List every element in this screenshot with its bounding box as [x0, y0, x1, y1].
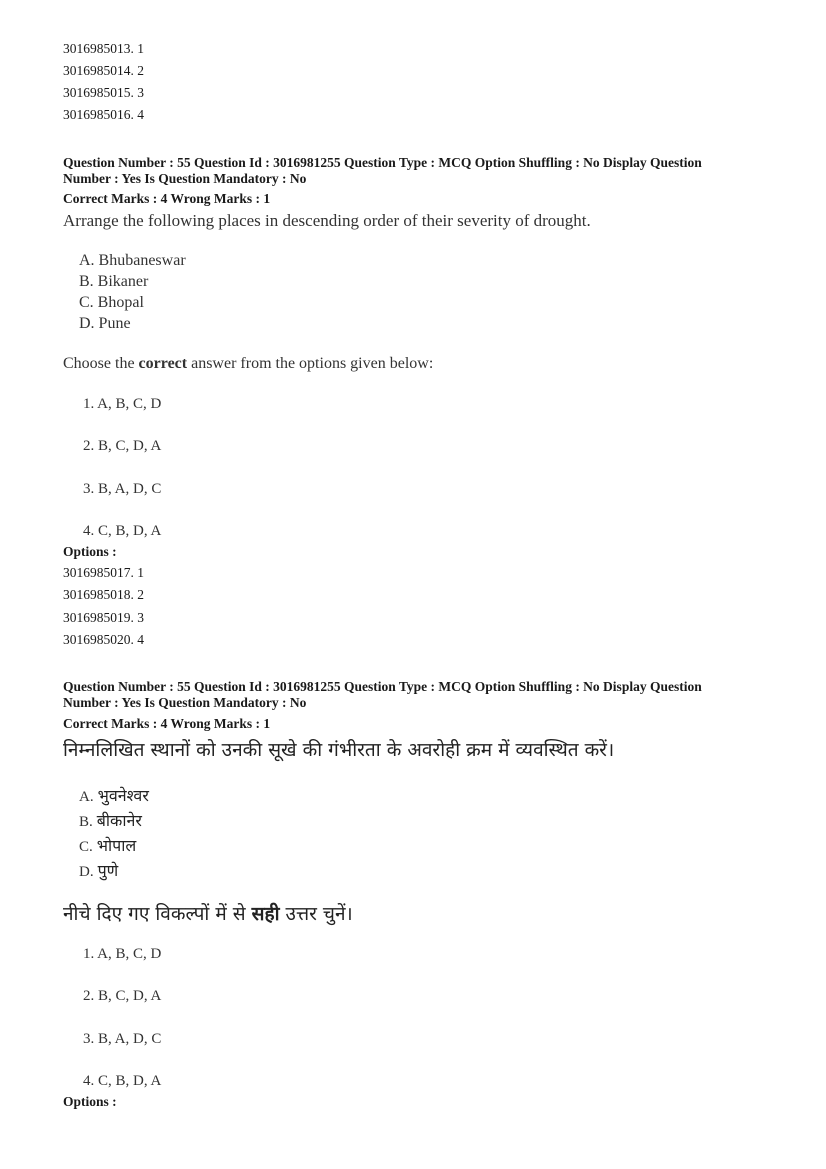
question-marks: Correct Marks : 4 Wrong Marks : 1 — [63, 716, 271, 731]
option-id: 3016985017. 1 — [63, 565, 144, 580]
option-id: 3016985018. 2 — [63, 587, 144, 602]
choose-instruction-hindi — [63, 900, 353, 926]
item-text: पुणे — [97, 861, 119, 880]
choose-text: उत्तर चुनें। — [279, 903, 353, 925]
answer-option: 4. C, B, D, A — [83, 1073, 162, 1089]
item-text: बीकानेर — [96, 811, 142, 830]
answer-option: 3. B, A, D, C — [83, 481, 162, 497]
item-label: A. — [79, 789, 94, 805]
question-marks: Correct Marks : 4 Wrong Marks : 1 — [63, 191, 271, 206]
list-item: C. Bhopal — [79, 294, 144, 311]
list-item: A. Bhubaneswar — [79, 252, 186, 269]
question-text-hindi: निम्नलिखित स्थानों को उनकी सूखे की गंभीरता के अवरोही क्रम में व्यवस्थित करें। — [63, 739, 615, 761]
item-text: भुवनेश्वर — [97, 786, 149, 805]
answer-option: 2. B, C, D, A — [83, 988, 162, 1004]
question-meta-line2: Number : Yes Is Question Mandatory : No — [63, 171, 307, 186]
answer-option: 3. B, A, D, C — [83, 1031, 162, 1047]
answer-option: 1. A, B, C, D — [83, 396, 162, 412]
item-text: भोपाल — [96, 836, 137, 855]
choose-text: answer from the options given below: — [187, 355, 434, 372]
list-item: D. Pune — [79, 315, 131, 332]
list-item — [79, 859, 118, 881]
list-item — [79, 834, 136, 856]
question-text: Arrange the following places in descending order of their severity of drought. — [63, 211, 591, 230]
question-meta — [63, 155, 773, 187]
options-label: Options : — [63, 544, 117, 559]
choose-text: Choose the — [63, 355, 139, 372]
choose-text: नीचे दिए गए विकल्पों में से — [63, 903, 252, 925]
item-label: B. — [79, 814, 93, 830]
answer-option: 2. B, C, D, A — [83, 438, 162, 454]
option-id: 3016985019. 3 — [63, 610, 144, 625]
prev-option-id: 3016985014. 2 — [63, 63, 144, 78]
prev-option-id: 3016985016. 4 — [63, 107, 144, 122]
question-meta-line2: Number : Yes Is Question Mandatory : No — [63, 695, 307, 710]
answer-option: 4. C, B, D, A — [83, 523, 162, 539]
list-item — [79, 784, 149, 806]
choose-bold-text: सही — [251, 903, 280, 925]
list-item — [79, 809, 142, 831]
answer-option: 1. A, B, C, D — [83, 946, 162, 962]
choose-instruction — [63, 355, 433, 373]
question-meta-line1: Question Number : 55 Question Id : 3016981255 Question Type : MCQ Option Shuffling : No Display Question — [63, 679, 702, 694]
prev-option-id: 3016985015. 3 — [63, 85, 144, 100]
question-meta-line1: Question Number : 55 Question Id : 3016981255 Question Type : MCQ Option Shuffling : No Display Question — [63, 155, 702, 170]
item-label: D. — [79, 864, 94, 880]
question-meta — [63, 679, 773, 711]
item-label: C. — [79, 839, 93, 855]
options-label: Options : — [63, 1094, 117, 1109]
list-item: B. Bikaner — [79, 273, 149, 290]
choose-bold-text: correct — [138, 355, 188, 372]
option-id: 3016985020. 4 — [63, 632, 144, 647]
prev-option-id: 3016985013. 1 — [63, 41, 144, 56]
